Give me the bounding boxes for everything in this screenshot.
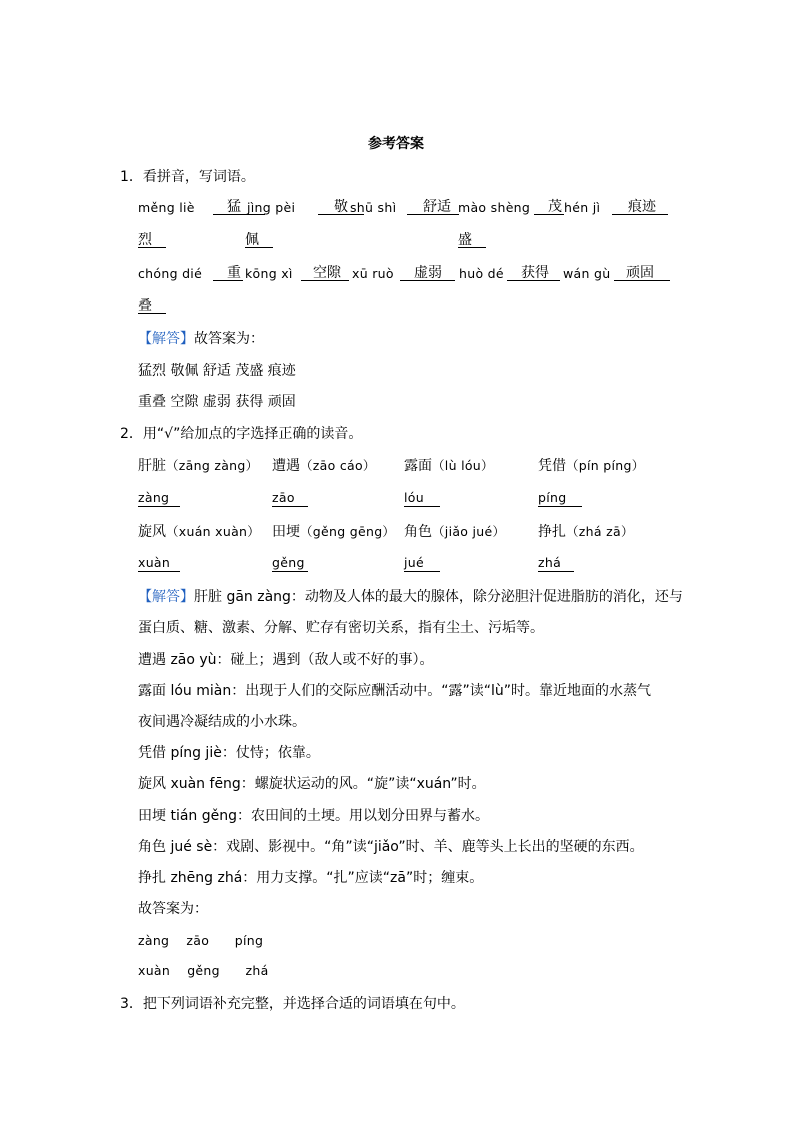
q2-analysis-line-7: 旋风 xuàn fēng：螺旋状运动的风。“旋”读“xuán”时。	[138, 776, 486, 792]
q1-row2-pinyin-4: huò dé	[459, 266, 504, 281]
q1-number: 1．	[120, 169, 143, 185]
q1-row2-blank-2	[301, 266, 349, 281]
q2-answer-6: gěng	[272, 557, 308, 572]
q1-row1-answer-5: 痕迹	[628, 199, 656, 215]
q2-prompt: 用“√”给加点的字选择正确的读音。	[142, 426, 363, 442]
q2-item-8: 挣扎（zhá zā）	[538, 524, 634, 540]
q2-item-4: 凭借（pín píng）	[538, 458, 645, 474]
q2-analysis-line-11: 故答案为：	[138, 901, 208, 917]
q2-item-2: 遭遇（zāo cáo）	[272, 458, 376, 474]
q1-row2-answer-1: 重	[227, 265, 241, 281]
q1-row2-pinyin-5: wán gù	[563, 266, 611, 281]
q2-analysis-line-8: 田埂 tián gěng：农田间的土埂。用以划分田界与蓄水。	[138, 808, 489, 824]
q2-answer-1: zàng	[138, 492, 180, 507]
q1-answer-line-1: 猛烈 敬佩 舒适 茂盛 痕迹	[138, 363, 296, 379]
q2-analysis-tag: 【解答】	[138, 589, 194, 605]
q2-item-7: 角色（jiǎo jué）	[404, 524, 506, 540]
q2-heading	[120, 427, 362, 441]
q2-answer-2: zāo	[272, 492, 308, 507]
q2-answer-summary-1: zàng zāo píng	[138, 933, 264, 948]
q1-row1-answer-4: 茂	[548, 199, 562, 215]
q1-row1-answer-3: 舒适	[423, 199, 451, 215]
q1-row1-blank-4	[534, 200, 564, 215]
q2-answer-4: píng	[538, 492, 582, 507]
q1-analysis-text: 故答案为：	[194, 331, 264, 347]
q2-analysis-line-10: 挣扎 zhēng zhá：用力支撑。“扎”应读“zā”时；缠束。	[138, 870, 484, 886]
q1-row1-pinyin-4: mào shèng	[458, 200, 531, 215]
q1-row2-pinyin-3: xū ruò	[352, 266, 394, 281]
q2-answer-8: zhá	[538, 557, 574, 572]
q1-row1-answer-2: 敬	[334, 199, 348, 215]
q1-row1-pinyin-2: jìng pèi	[247, 200, 296, 215]
q2-answer-3: lóu	[404, 492, 440, 507]
q1-heading	[120, 170, 255, 184]
q2-answer-5: xuàn	[138, 557, 180, 572]
q2-analysis-line-2: 蛋白质、糖、激素、分解、贮存有密切关系，指有尘土、污垢等。	[138, 620, 544, 636]
q1-row2-pinyin-2: kōng xì	[245, 266, 293, 281]
q1-row2-pinyin-1: chóng dié	[138, 266, 203, 281]
q2-analysis-line-3: 遭遇 zāo yù：碰上；遇到（敌人或不好的事）。	[138, 652, 434, 668]
q1-row1-pinyin-1: měng liè	[138, 200, 195, 215]
q1-row1-blank-5	[612, 200, 668, 215]
q1-answer-line-2: 重叠 空隙 虚弱 获得 顽固	[138, 394, 296, 410]
q1-prompt: 看拼音，写词语。	[142, 169, 255, 185]
q2-number: 2．	[120, 426, 143, 442]
q2-item-6: 田埂（gěng gēng）	[272, 524, 396, 540]
q1-row1-wrap-1: 烈	[138, 233, 166, 248]
q3-prompt: 把下列词语补充完整，并选择合适的词语填在句中。	[142, 996, 465, 1012]
q2-analysis-line-1: 【解答】肝脏 gān zàng：动物及人体的最大的腺体，除分泌胆汁促进脂肪的消化，还与	[138, 589, 683, 605]
q1-row1-wrap-3: 盛	[458, 233, 486, 248]
q1-row2-blank-5	[614, 266, 670, 281]
q2-analysis-line-4: 露面 lóu miàn：出现于人们的交际应酬活动中。“露”读“lù”时。靠近地面的水蒸气	[138, 683, 651, 699]
q2-analysis-line-5: 夜间遇冷凝结成的小水珠。	[138, 714, 306, 730]
q2-analysis-line-6: 凭借 píng jiè：仗恃；依靠。	[138, 745, 320, 761]
q1-analysis-tag: 【解答】	[138, 331, 194, 347]
q1-row1-blank-3	[407, 200, 459, 215]
q2-answer-summary-2: xuàn gěng zhá	[138, 963, 269, 978]
q1-row1-pinyin-5: hén jì	[564, 200, 601, 215]
q3-number: 3．	[120, 996, 143, 1012]
q1-row2-blank-1	[213, 266, 243, 281]
q2-item-1: 肝脏（zāng zàng）	[138, 458, 259, 474]
q2-item-5: 旋风（xuán xuàn）	[138, 524, 261, 540]
q1-row2-wrap-1: 叠	[138, 299, 166, 314]
q1-row2-answer-3: 虚弱	[414, 265, 442, 281]
q1-row2-blank-3	[400, 266, 455, 281]
q2-item-3: 露面（lù lóu）	[404, 458, 494, 474]
q1-row1-wrap-2: 佩	[245, 233, 273, 248]
q1-row1-answer-1: 猛	[227, 199, 241, 215]
q1-row2-blank-4	[507, 266, 560, 281]
q2-answer-7: jué	[404, 557, 440, 572]
q3-heading	[120, 997, 465, 1011]
q1-row1-pinyin-3: shū shì	[350, 200, 397, 215]
q1-row2-answer-4: 获得	[521, 265, 549, 281]
q1-row2-answer-2: 空隙	[313, 265, 341, 281]
page-title: 参考答案	[368, 136, 424, 152]
q1-analysis	[138, 332, 264, 346]
q1-row2-answer-5: 顽固	[626, 265, 654, 281]
q2-analysis-line-9: 角色 jué sè：戏剧、影视中。“角”读“jiǎo”时、羊、鹿等头上长出的坚硬的东西。	[138, 839, 644, 855]
